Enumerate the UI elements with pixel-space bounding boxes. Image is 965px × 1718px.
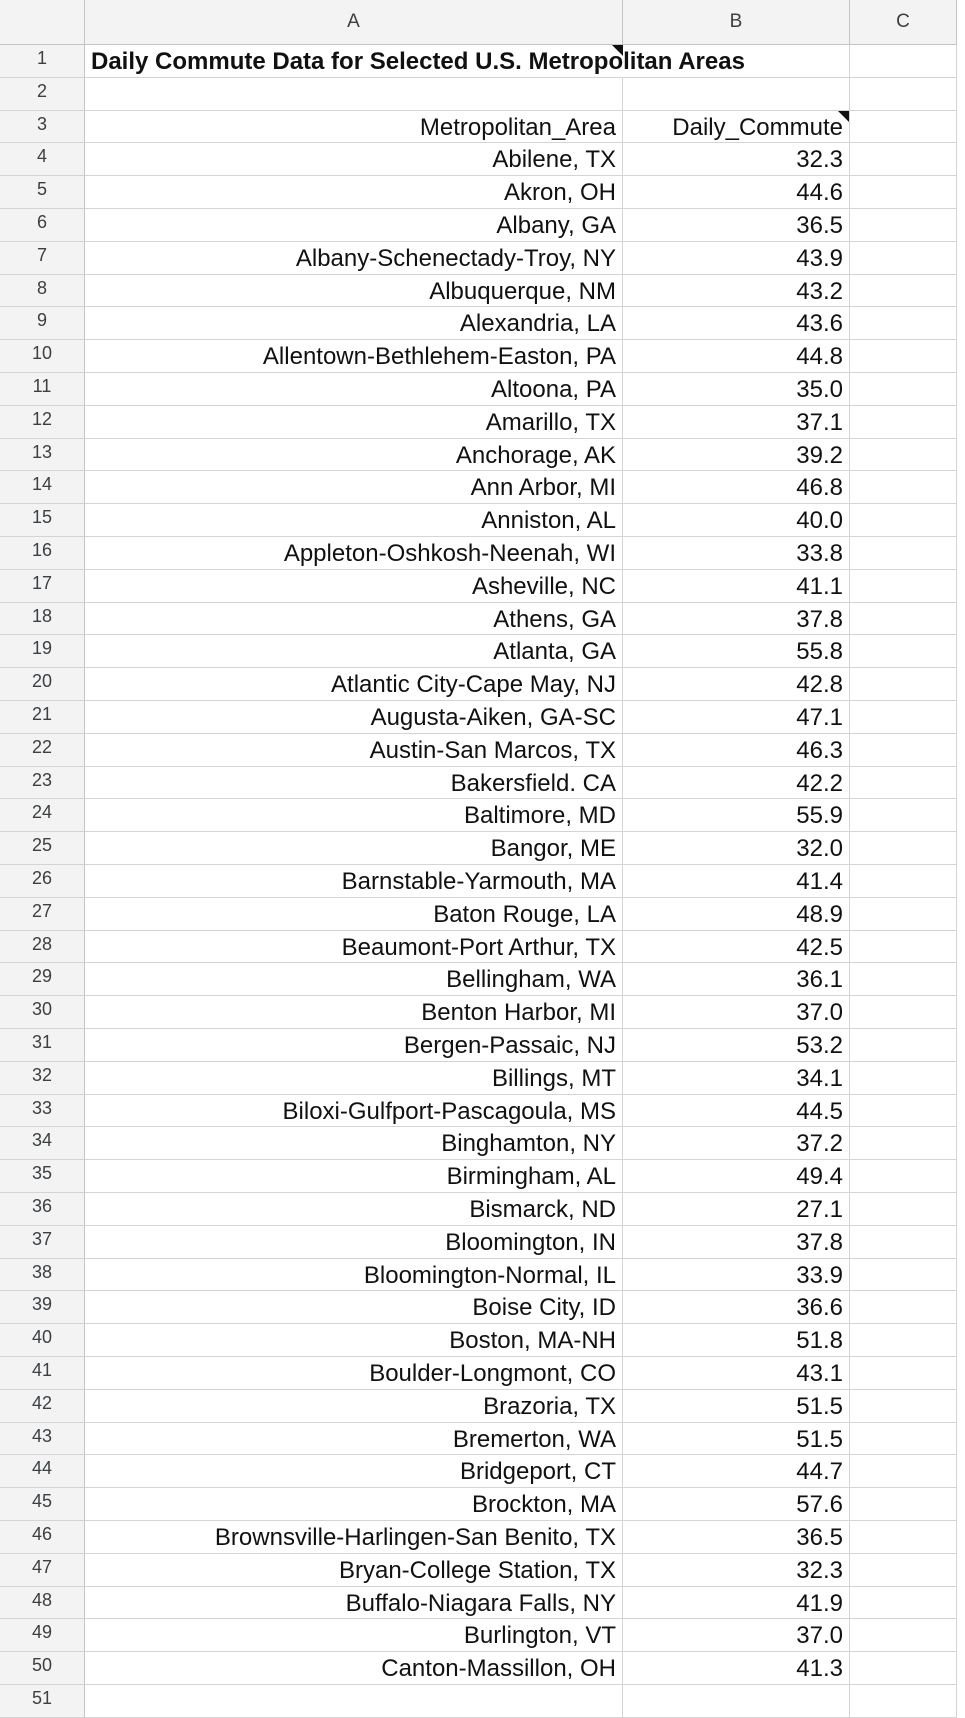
metro-area-cell[interactable]: Billings, MT — [85, 1062, 623, 1095]
daily-commute-cell[interactable]: 44.8 — [623, 340, 850, 373]
daily-commute-cell[interactable]: 42.2 — [623, 767, 850, 800]
daily-commute-cell[interactable]: 32.3 — [623, 1554, 850, 1587]
sheet-title-cell[interactable]: Daily Commute Data for Selected U.S. Metropolitan Areas — [85, 45, 623, 78]
row-header[interactable]: 20 — [0, 668, 85, 701]
row-header[interactable]: 21 — [0, 701, 85, 734]
row-header[interactable]: 1 — [0, 45, 85, 78]
cell-c50[interactable] — [850, 1652, 957, 1685]
metro-area-cell[interactable]: Albany-Schenectady-Troy, NY — [85, 242, 623, 275]
daily-commute-cell[interactable]: 51.5 — [623, 1390, 850, 1423]
metro-area-cell[interactable]: Bergen-Passaic, NJ — [85, 1029, 623, 1062]
metro-area-cell[interactable]: Abilene, TX — [85, 143, 623, 176]
cell-c16[interactable] — [850, 537, 957, 570]
metro-area-cell[interactable]: Asheville, NC — [85, 570, 623, 603]
daily-commute-cell[interactable]: 57.6 — [623, 1488, 850, 1521]
cell-c46[interactable] — [850, 1521, 957, 1554]
row-header[interactable]: 13 — [0, 439, 85, 472]
cell-c6[interactable] — [850, 209, 957, 242]
cell-c24[interactable] — [850, 799, 957, 832]
metro-area-cell[interactable]: Bakersfield. CA — [85, 767, 623, 800]
daily-commute-cell[interactable]: 43.6 — [623, 307, 850, 340]
daily-commute-cell[interactable]: 37.2 — [623, 1127, 850, 1160]
daily-commute-cell[interactable]: 33.8 — [623, 537, 850, 570]
row-header[interactable]: 12 — [0, 406, 85, 439]
cell-c36[interactable] — [850, 1193, 957, 1226]
metro-area-cell[interactable]: Bellingham, WA — [85, 963, 623, 996]
row-header[interactable]: 44 — [0, 1455, 85, 1488]
row-header[interactable]: 17 — [0, 570, 85, 603]
daily-commute-cell[interactable]: 33.9 — [623, 1259, 850, 1292]
cell-c48[interactable] — [850, 1587, 957, 1620]
cell-c23[interactable] — [850, 767, 957, 800]
cell-c5[interactable] — [850, 176, 957, 209]
row-header[interactable]: 8 — [0, 275, 85, 308]
metro-area-cell[interactable]: Bloomington-Normal, IL — [85, 1259, 623, 1292]
cell-a2[interactable] — [85, 78, 623, 111]
daily-commute-cell[interactable]: 37.8 — [623, 1226, 850, 1259]
cell-c51[interactable] — [850, 1685, 957, 1718]
cell-c35[interactable] — [850, 1160, 957, 1193]
cell-c39[interactable] — [850, 1291, 957, 1324]
cell-c12[interactable] — [850, 406, 957, 439]
cell-c40[interactable] — [850, 1324, 957, 1357]
daily-commute-cell[interactable]: 41.3 — [623, 1652, 850, 1685]
daily-commute-cell[interactable]: 44.6 — [623, 176, 850, 209]
cell-c44[interactable] — [850, 1455, 957, 1488]
cell-c17[interactable] — [850, 570, 957, 603]
row-header[interactable]: 23 — [0, 767, 85, 800]
row-header[interactable]: 18 — [0, 603, 85, 636]
row-header[interactable]: 46 — [0, 1521, 85, 1554]
metro-area-cell[interactable]: Bryan-College Station, TX — [85, 1554, 623, 1587]
daily-commute-cell[interactable]: 32.3 — [623, 143, 850, 176]
metro-area-cell[interactable]: Appleton-Oshkosh-Neenah, WI — [85, 537, 623, 570]
metro-area-cell[interactable]: Athens, GA — [85, 603, 623, 636]
row-header[interactable]: 25 — [0, 832, 85, 865]
metro-area-cell[interactable]: Anniston, AL — [85, 504, 623, 537]
daily-commute-cell[interactable]: 37.0 — [623, 996, 850, 1029]
cell-c28[interactable] — [850, 931, 957, 964]
cell-c18[interactable] — [850, 603, 957, 636]
daily-commute-cell[interactable]: 39.2 — [623, 439, 850, 472]
daily-commute-cell[interactable]: 32.0 — [623, 832, 850, 865]
row-header[interactable]: 29 — [0, 963, 85, 996]
row-header[interactable]: 48 — [0, 1587, 85, 1620]
metro-area-cell[interactable]: Akron, OH — [85, 176, 623, 209]
cell-c26[interactable] — [850, 865, 957, 898]
daily-commute-cell[interactable]: 47.1 — [623, 701, 850, 734]
cell-c49[interactable] — [850, 1619, 957, 1652]
row-header[interactable]: 32 — [0, 1062, 85, 1095]
cell-c8[interactable] — [850, 275, 957, 308]
cell-c32[interactable] — [850, 1062, 957, 1095]
metro-area-cell[interactable]: Altoona, PA — [85, 373, 623, 406]
daily-commute-cell[interactable]: 51.5 — [623, 1423, 850, 1456]
daily-commute-cell[interactable]: 44.7 — [623, 1455, 850, 1488]
metro-area-cell[interactable]: Baltimore, MD — [85, 799, 623, 832]
daily-commute-cell[interactable]: 37.1 — [623, 406, 850, 439]
daily-commute-cell[interactable]: 46.8 — [623, 471, 850, 504]
metro-area-cell[interactable]: Burlington, VT — [85, 1619, 623, 1652]
row-header[interactable]: 35 — [0, 1160, 85, 1193]
metro-area-cell[interactable]: Brazoria, TX — [85, 1390, 623, 1423]
cell-c19[interactable] — [850, 635, 957, 668]
daily-commute-cell[interactable]: 43.9 — [623, 242, 850, 275]
row-header[interactable]: 27 — [0, 898, 85, 931]
cell-c41[interactable] — [850, 1357, 957, 1390]
metro-area-cell[interactable]: Baton Rouge, LA — [85, 898, 623, 931]
row-header[interactable]: 49 — [0, 1619, 85, 1652]
daily-commute-cell[interactable]: 43.1 — [623, 1357, 850, 1390]
row-header[interactable]: 30 — [0, 996, 85, 1029]
daily-commute-cell[interactable]: 48.9 — [623, 898, 850, 931]
row-header[interactable]: 34 — [0, 1127, 85, 1160]
daily-commute-cell[interactable]: 40.0 — [623, 504, 850, 537]
daily-commute-cell[interactable]: 46.3 — [623, 734, 850, 767]
daily-commute-cell[interactable]: 37.0 — [623, 1619, 850, 1652]
column-header-c[interactable]: C — [850, 0, 957, 45]
metro-area-cell[interactable]: Albany, GA — [85, 209, 623, 242]
row-header[interactable]: 37 — [0, 1226, 85, 1259]
row-header[interactable]: 28 — [0, 931, 85, 964]
metro-area-cell[interactable]: Bridgeport, CT — [85, 1455, 623, 1488]
metro-area-cell[interactable]: Canton-Massillon, OH — [85, 1652, 623, 1685]
cell-c21[interactable] — [850, 701, 957, 734]
cell-c45[interactable] — [850, 1488, 957, 1521]
row-header[interactable]: 50 — [0, 1652, 85, 1685]
row-header[interactable]: 16 — [0, 537, 85, 570]
row-header[interactable]: 4 — [0, 143, 85, 176]
cell-c38[interactable] — [850, 1259, 957, 1292]
daily-commute-cell[interactable]: 27.1 — [623, 1193, 850, 1226]
daily-commute-cell[interactable]: 36.6 — [623, 1291, 850, 1324]
row-header[interactable]: 26 — [0, 865, 85, 898]
row-header[interactable]: 5 — [0, 176, 85, 209]
cell-c7[interactable] — [850, 242, 957, 275]
metro-area-cell[interactable]: Benton Harbor, MI — [85, 996, 623, 1029]
metro-area-cell[interactable]: Austin-San Marcos, TX — [85, 734, 623, 767]
daily-commute-cell[interactable]: 43.2 — [623, 275, 850, 308]
row-header[interactable]: 31 — [0, 1029, 85, 1062]
daily-commute-cell[interactable]: 34.1 — [623, 1062, 850, 1095]
metro-area-cell[interactable]: Barnstable-Yarmouth, MA — [85, 865, 623, 898]
cell-c30[interactable] — [850, 996, 957, 1029]
cell-c14[interactable] — [850, 471, 957, 504]
daily-commute-cell[interactable]: 51.8 — [623, 1324, 850, 1357]
row-header[interactable]: 14 — [0, 471, 85, 504]
row-header[interactable]: 11 — [0, 373, 85, 406]
daily-commute-cell[interactable]: 42.8 — [623, 668, 850, 701]
metro-area-cell[interactable]: Bismarck, ND — [85, 1193, 623, 1226]
column-header-b[interactable]: B — [623, 0, 850, 45]
column-header-a[interactable]: A — [85, 0, 623, 45]
row-header[interactable]: 15 — [0, 504, 85, 537]
daily-commute-cell[interactable]: 35.0 — [623, 373, 850, 406]
daily-commute-cell[interactable]: 36.5 — [623, 209, 850, 242]
daily-commute-cell[interactable]: 37.8 — [623, 603, 850, 636]
row-header[interactable]: 40 — [0, 1324, 85, 1357]
row-header[interactable]: 42 — [0, 1390, 85, 1423]
row-header[interactable]: 36 — [0, 1193, 85, 1226]
column-label-daily-commute[interactable]: Daily_Commute — [623, 111, 850, 144]
daily-commute-cell[interactable]: 42.5 — [623, 931, 850, 964]
metro-area-cell[interactable]: Boulder-Longmont, CO — [85, 1357, 623, 1390]
row-header[interactable]: 43 — [0, 1423, 85, 1456]
metro-area-cell[interactable]: Beaumont-Port Arthur, TX — [85, 931, 623, 964]
cell-c31[interactable] — [850, 1029, 957, 1062]
metro-area-cell[interactable]: Alexandria, LA — [85, 307, 623, 340]
cell-c34[interactable] — [850, 1127, 957, 1160]
row-header[interactable]: 6 — [0, 209, 85, 242]
cell-c10[interactable] — [850, 340, 957, 373]
metro-area-cell[interactable]: Buffalo-Niagara Falls, NY — [85, 1587, 623, 1620]
row-header[interactable]: 19 — [0, 635, 85, 668]
metro-area-cell[interactable]: Augusta-Aiken, GA-SC — [85, 701, 623, 734]
metro-area-cell[interactable]: Bremerton, WA — [85, 1423, 623, 1456]
row-header[interactable]: 45 — [0, 1488, 85, 1521]
daily-commute-cell[interactable]: 49.4 — [623, 1160, 850, 1193]
comment-indicator-icon[interactable] — [838, 111, 849, 122]
row-header[interactable]: 3 — [0, 111, 85, 144]
daily-commute-cell[interactable]: 53.2 — [623, 1029, 850, 1062]
metro-area-cell[interactable]: Bangor, ME — [85, 832, 623, 865]
daily-commute-cell[interactable]: 55.9 — [623, 799, 850, 832]
row-header[interactable]: 24 — [0, 799, 85, 832]
row-header[interactable]: 38 — [0, 1259, 85, 1292]
metro-area-cell[interactable]: Albuquerque, NM — [85, 275, 623, 308]
metro-area-cell[interactable]: Ann Arbor, MI — [85, 471, 623, 504]
cell-c20[interactable] — [850, 668, 957, 701]
cell-c37[interactable] — [850, 1226, 957, 1259]
cell-c27[interactable] — [850, 898, 957, 931]
daily-commute-cell[interactable]: 36.5 — [623, 1521, 850, 1554]
cell-c13[interactable] — [850, 439, 957, 472]
metro-area-cell[interactable]: Amarillo, TX — [85, 406, 623, 439]
metro-area-cell[interactable]: Birmingham, AL — [85, 1160, 623, 1193]
metro-area-cell[interactable]: Anchorage, AK — [85, 439, 623, 472]
cell-c4[interactable] — [850, 143, 957, 176]
metro-area-cell[interactable]: Atlanta, GA — [85, 635, 623, 668]
cell-c15[interactable] — [850, 504, 957, 537]
daily-commute-cell[interactable]: 41.9 — [623, 1587, 850, 1620]
row-header[interactable]: 9 — [0, 307, 85, 340]
cell-c29[interactable] — [850, 963, 957, 996]
cell-c22[interactable] — [850, 734, 957, 767]
daily-commute-cell[interactable]: 36.1 — [623, 963, 850, 996]
metro-area-cell[interactable]: Boise City, ID — [85, 1291, 623, 1324]
row-header[interactable]: 22 — [0, 734, 85, 767]
daily-commute-cell[interactable]: 41.4 — [623, 865, 850, 898]
metro-area-cell[interactable]: Boston, MA-NH — [85, 1324, 623, 1357]
metro-area-cell[interactable]: Brockton, MA — [85, 1488, 623, 1521]
cell-c1[interactable] — [850, 45, 957, 78]
metro-area-cell[interactable]: Binghamton, NY — [85, 1127, 623, 1160]
row-header[interactable]: 39 — [0, 1291, 85, 1324]
cell-c9[interactable] — [850, 307, 957, 340]
cell-c47[interactable] — [850, 1554, 957, 1587]
cell-b2[interactable] — [623, 78, 850, 111]
daily-commute-cell[interactable]: 44.5 — [623, 1095, 850, 1128]
row-header[interactable]: 41 — [0, 1357, 85, 1390]
cell-c43[interactable] — [850, 1423, 957, 1456]
metro-area-cell[interactable]: Brownsville-Harlingen-San Benito, TX — [85, 1521, 623, 1554]
cell-c42[interactable] — [850, 1390, 957, 1423]
metro-area-cell[interactable]: Allentown-Bethlehem-Easton, PA — [85, 340, 623, 373]
cell-c3[interactable] — [850, 111, 957, 144]
row-header[interactable]: 2 — [0, 78, 85, 111]
column-label-metropolitan-area[interactable]: Metropolitan_Area — [85, 111, 623, 144]
comment-indicator-icon[interactable] — [612, 45, 623, 56]
daily-commute-cell[interactable]: 55.8 — [623, 635, 850, 668]
cell-c33[interactable] — [850, 1095, 957, 1128]
row-header[interactable]: 51 — [0, 1685, 85, 1718]
row-header[interactable]: 33 — [0, 1095, 85, 1128]
cell-b51[interactable] — [623, 1685, 850, 1718]
row-header[interactable]: 10 — [0, 340, 85, 373]
metro-area-cell[interactable]: Atlantic City-Cape May, NJ — [85, 668, 623, 701]
cell-c2[interactable] — [850, 78, 957, 111]
cell-c25[interactable] — [850, 832, 957, 865]
metro-area-cell[interactable]: Biloxi-Gulfport-Pascagoula, MS — [85, 1095, 623, 1128]
daily-commute-cell[interactable]: 41.1 — [623, 570, 850, 603]
cell-c11[interactable] — [850, 373, 957, 406]
select-all-corner[interactable] — [0, 0, 85, 45]
metro-area-cell[interactable]: Bloomington, IN — [85, 1226, 623, 1259]
row-header[interactable]: 47 — [0, 1554, 85, 1587]
row-header[interactable]: 7 — [0, 242, 85, 275]
cell-a51[interactable] — [85, 1685, 623, 1718]
